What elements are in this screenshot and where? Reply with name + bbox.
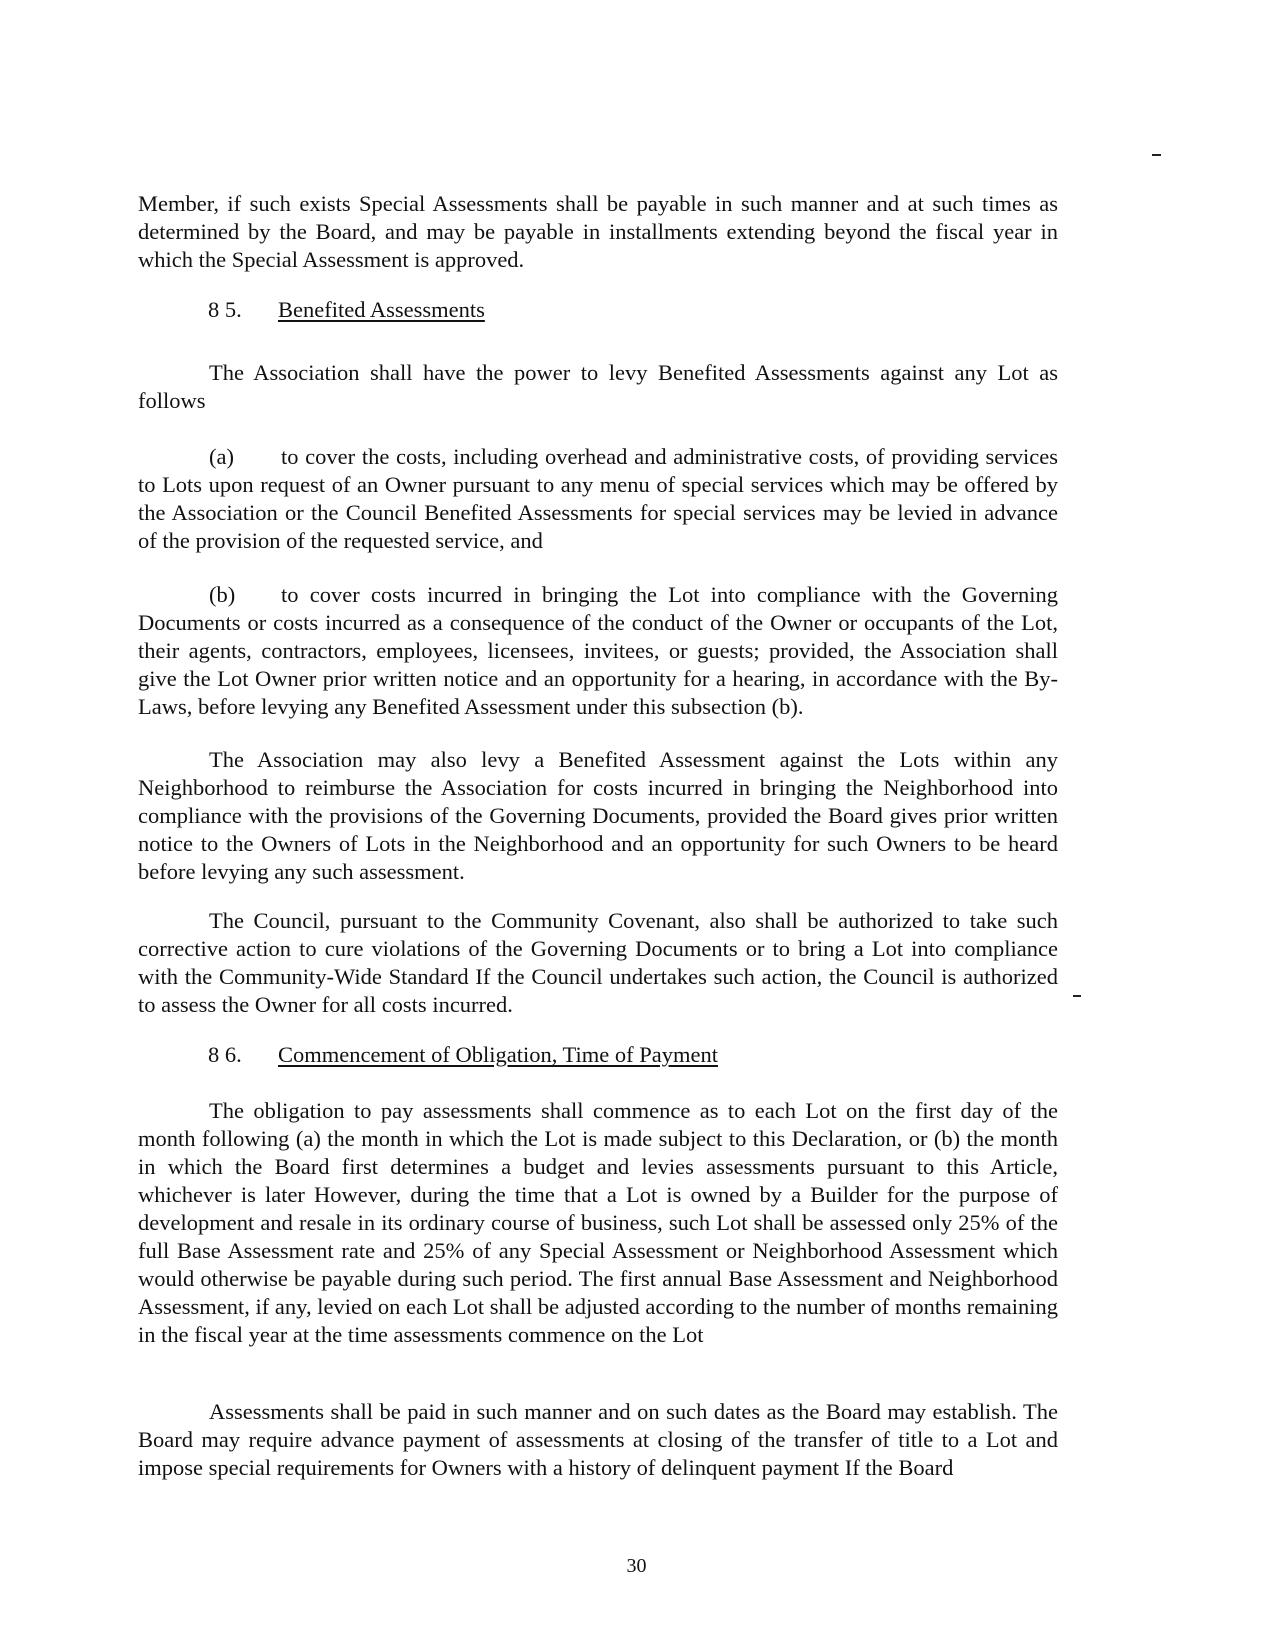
page-number: 30 — [626, 1555, 647, 1577]
paragraph-council: The Council, pursuant to the Community Covenant, also shall be authorized to take such corrective action to cure violations of the Governing Documents or to bring a Lot into compliance with the Community-Wide Standard If the Council undertakes such action, the Council is authorized to assess the Owner for all costs incurred. — [138, 908, 1058, 1017]
section-number: 8 6. — [208, 1042, 242, 1067]
subparagraph-marker: (a) — [209, 444, 234, 469]
subparagraph-b — [138, 581, 1058, 721]
subparagraph-marker: (b) — [209, 582, 236, 607]
subparagraph-text: to cover costs incurred in bringing the Lot into compliance with the Governing Documents or costs incurred as a consequence of the conduct of the Owner or occupants of the Lot, their agents, contractors, employees, licensees, invitees, or guests; provided, the Association shall give the Lot Owner prior written notice and an opportunity for a hearing, in accordance with the By-Laws, before levying any Benefited Assessment under this subsection (b). — [138, 582, 1058, 719]
paragraph-reimburse: The Association may also levy a Benefited Assessment against the Lots within any Neighborhood to reimburse the Association for costs incurred in bringing the Neighborhood into compliance with the provisions of the Governing Documents, provided the Board gives prior written notice to the Owners of Lots in the Neighborhood and an opportunity for such Owners to be heard before levying any such assessment. — [138, 747, 1058, 884]
paragraph-paid: Assessments shall be paid in such manner and on such dates as the Board may establish. The Board may require advance payment of assessments at closing of the transfer of title to a Lot and impose special requirements for Owners with a history of delinquent payment If the Board — [138, 1399, 1058, 1480]
section-title: Commencement of Obligation, Time of Payment — [278, 1042, 718, 1067]
margin-mark — [1152, 154, 1161, 156]
section-number: 8 5. — [208, 297, 242, 322]
section-heading-8-5 — [208, 296, 485, 324]
subparagraph-a — [138, 443, 1058, 555]
paragraph-obligation: The obligation to pay assessments shall commence as to each Lot on the first day of the month following (a) the month in which the Lot is made subject to this Declaration, or (b) the month in which the Board first determines a budget and levies assessments pursuant to this Article, whichever is later However, during the time that a Lot is owned by a Builder for the purpose of development and resale in its ordinary course of business, such Lot shall be assessed only 25% of the full Base Assessment rate and 25% of any Special Assessment or Neighborhood Assessment which would otherwise be payable during such period. The first annual Base Assessment and Neighborhood Assessment, if any, levied on each Lot shall be adjusted according to the number of months remaining in the fiscal year at the time assessments commence on the Lot — [138, 1098, 1058, 1347]
section-title: Benefited Assessments — [278, 297, 485, 322]
section-heading-8-6 — [208, 1041, 718, 1069]
margin-mark — [1073, 995, 1081, 997]
subparagraph-text: to cover the costs, including overhead and administrative costs, of providing services to Lots upon request of an Owner pursuant to any menu of special services which may be offered by the Association or the Council Benefited Assessments for special services may be levied in advance of the provision of the requested service, and — [138, 444, 1058, 553]
paragraph-benefited-intro: The Association shall have the power to levy Benefited Assessments against any Lot as follows — [138, 360, 1058, 413]
paragraph-member: Member, if such exists Special Assessments shall be payable in such manner and at such times as determined by the Board, and may be payable in installments extending beyond the fiscal year in which the Special Assessment is approved. — [138, 191, 1058, 272]
